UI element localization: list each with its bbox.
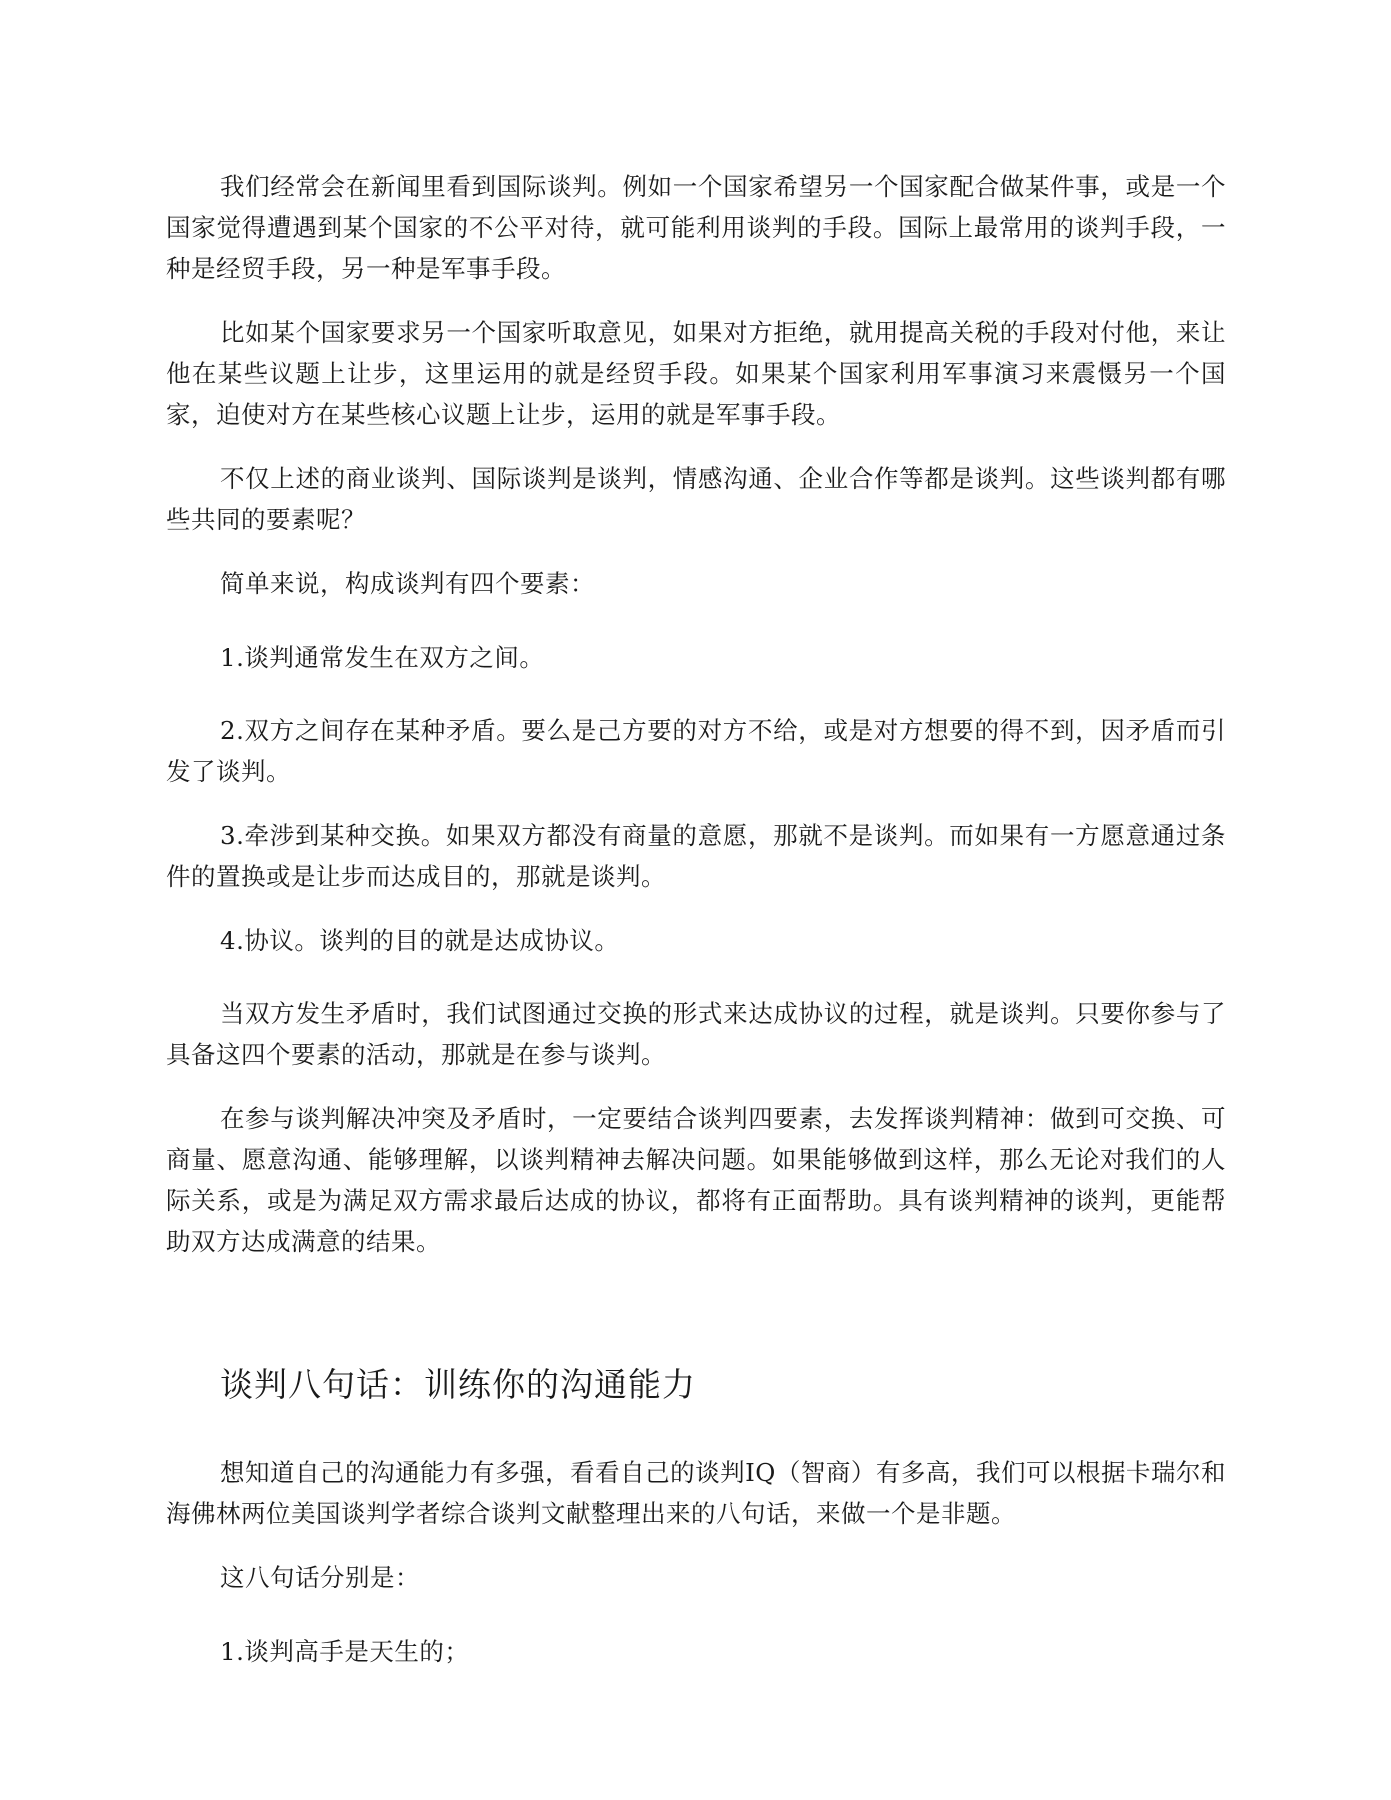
section-heading: 谈判八句话：训练你的沟通能力 xyxy=(220,1365,696,1404)
paragraph-common-elements-question: 不仅上述的商业谈判、国际谈判是谈判，情感沟通、企业合作等都是谈判。这些谈判都有哪些共同的要素呢？ xyxy=(166,464,1226,534)
paragraph-trade-military-example: 比如某个国家要求另一个国家听取意见，如果对方拒绝，就用提高关税的手段对付他，来让他在某些议题上让步，这里运用的就是经贸手段。如果某个国家利用军事演习来震慑另一个国家，迫使对方在某些核心议题上让步，运用的就是军事手段。 xyxy=(166,318,1226,429)
list-item-sentence-1: 1.谈判高手是天生的； xyxy=(220,1637,470,1666)
paragraph-four-elements-intro: 简单来说，构成谈判有四个要素： xyxy=(220,569,595,598)
paragraph-eight-sentences-list-intro: 这八句话分别是： xyxy=(220,1563,420,1592)
paragraph-negotiation-spirit: 在参与谈判解决冲突及矛盾时，一定要结合谈判四要素，去发挥谈判精神：做到可交换、可商量、愿意沟通、能够理解，以谈判精神去解决问题。如果能够做到这样，那么无论对我们的人际关系，或是为满足双方需求最后达成的协议，都将有正面帮助。具有谈判精神的谈判，更能帮助双方达成满意的结果。 xyxy=(166,1104,1226,1256)
list-item-element-3: 3.牵涉到某种交换。如果双方都没有商量的意愿，那就不是谈判。而如果有一方愿意通过条件的置换或是让步而达成目的，那就是谈判。 xyxy=(166,821,1226,891)
list-item-element-1: 1.谈判通常发生在双方之间。 xyxy=(220,643,545,672)
paragraph-eight-sentences-intro: 想知道自己的沟通能力有多强，看看自己的谈判IQ（智商）有多高，我们可以根据卡瑞尔和海佛林两位美国谈判学者综合谈判文献整理出来的八句话，来做一个是非题。 xyxy=(166,1458,1226,1528)
paragraph-international-negotiation: 我们经常会在新闻里看到国际谈判。例如一个国家希望另一个国家配合做某件事，或是一个国家觉得遭遇到某个国家的不公平对待，就可能利用谈判的手段。国际上最常用的谈判手段，一种是经贸手段，另一种是军事手段。 xyxy=(166,172,1226,283)
list-item-element-2: 2.双方之间存在某种矛盾。要么是己方要的对方不给，或是对方想要的得不到，因矛盾而引发了谈判。 xyxy=(166,716,1226,786)
list-item-element-4: 4.协议。谈判的目的就是达成协议。 xyxy=(220,926,620,955)
paragraph-negotiation-definition: 当双方发生矛盾时，我们试图通过交换的形式来达成协议的过程，就是谈判。只要你参与了具备这四个要素的活动，那就是在参与谈判。 xyxy=(166,999,1226,1069)
